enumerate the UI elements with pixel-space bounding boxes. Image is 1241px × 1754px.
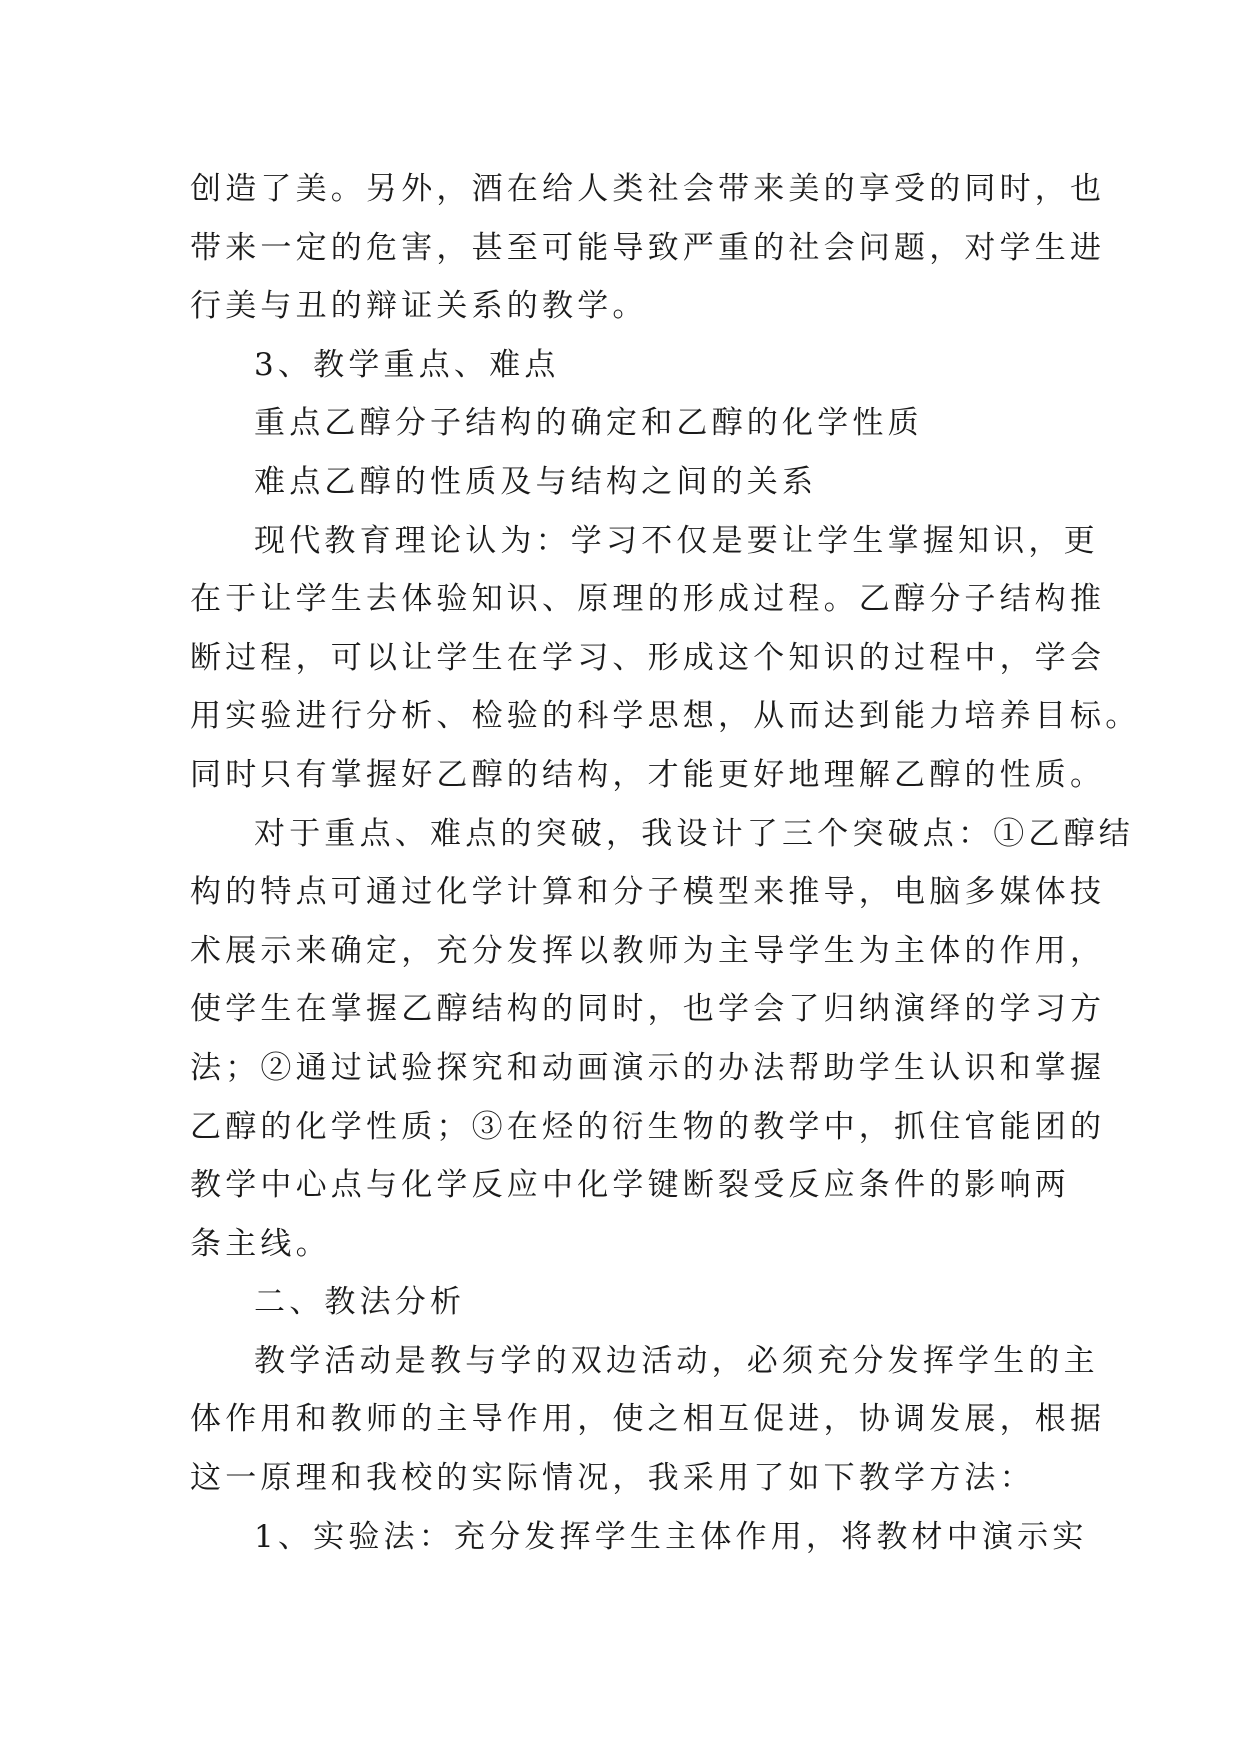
text-line: 用实验进行分析、检验的科学思想，从而达到能力培养目标。 xyxy=(190,698,1141,735)
text-line: 同时只有掌握好乙醇的结构，才能更好地理解乙醇的性质。 xyxy=(190,756,1106,793)
text-line: 创造了美。另外，酒在给人类社会带来美的享受的同时，也 xyxy=(190,171,1106,207)
text-line: 重点乙醇分子结构的确定和乙醇的化学性质 xyxy=(254,405,923,442)
text-line: 构的特点可通过化学计算和分子模型来推导，电脑多媒体技 xyxy=(190,874,1106,911)
section-heading: 3、教学重点、难点 xyxy=(254,346,560,383)
paragraph-start: 1、实验法：充分发挥学生主体作用，将教材中演示实 xyxy=(254,1518,1088,1555)
paragraph-start: 教学活动是教与学的双边活动，必须充分发挥学生的主 xyxy=(254,1342,1099,1379)
text-line: 难点乙醇的性质及与结构之间的关系 xyxy=(254,463,818,500)
document-body xyxy=(190,160,1141,1566)
section-heading: 二、教法分析 xyxy=(254,1284,466,1321)
text-line: 乙醇的化学性质；③在烃的衍生物的教学中，抓住官能团的 xyxy=(190,1108,1106,1145)
text-line: 在于让学生去体验知识、原理的形成过程。乙醇分子结构推 xyxy=(190,581,1106,618)
paragraph-start: 对于重点、难点的突破，我设计了三个突破点：①乙醇结 xyxy=(254,815,1134,852)
text-line: 行美与丑的辩证关系的教学。 xyxy=(190,288,648,325)
text-line: 体作用和教师的主导作用，使之相互促进，协调发展，根据 xyxy=(190,1401,1106,1438)
text-line: 使学生在掌握乙醇结构的同时，也学会了归纳演绎的学习方 xyxy=(190,991,1106,1028)
text-line: 条主线。 xyxy=(190,1225,331,1262)
text-line: 断过程，可以让学生在学习、形成这个知识的过程中，学会 xyxy=(190,639,1106,676)
text-line: 术展示来确定，充分发挥以教师为主导学生为主体的作用， xyxy=(190,932,1106,969)
text-line: 带来一定的危害，甚至可能导致严重的社会问题，对学生进 xyxy=(190,229,1106,266)
text-line: 教学中心点与化学反应中化学键断裂受反应条件的影响两 xyxy=(190,1167,1070,1204)
text-line: 这一原理和我校的实际情况，我采用了如下教学方法： xyxy=(190,1460,1035,1497)
text-line: 法；②通过试验探究和动画演示的办法帮助学生认识和掌握 xyxy=(190,1049,1106,1086)
paragraph-start: 现代教育理论认为：学习不仅是要让学生掌握知识，更 xyxy=(254,522,1099,559)
